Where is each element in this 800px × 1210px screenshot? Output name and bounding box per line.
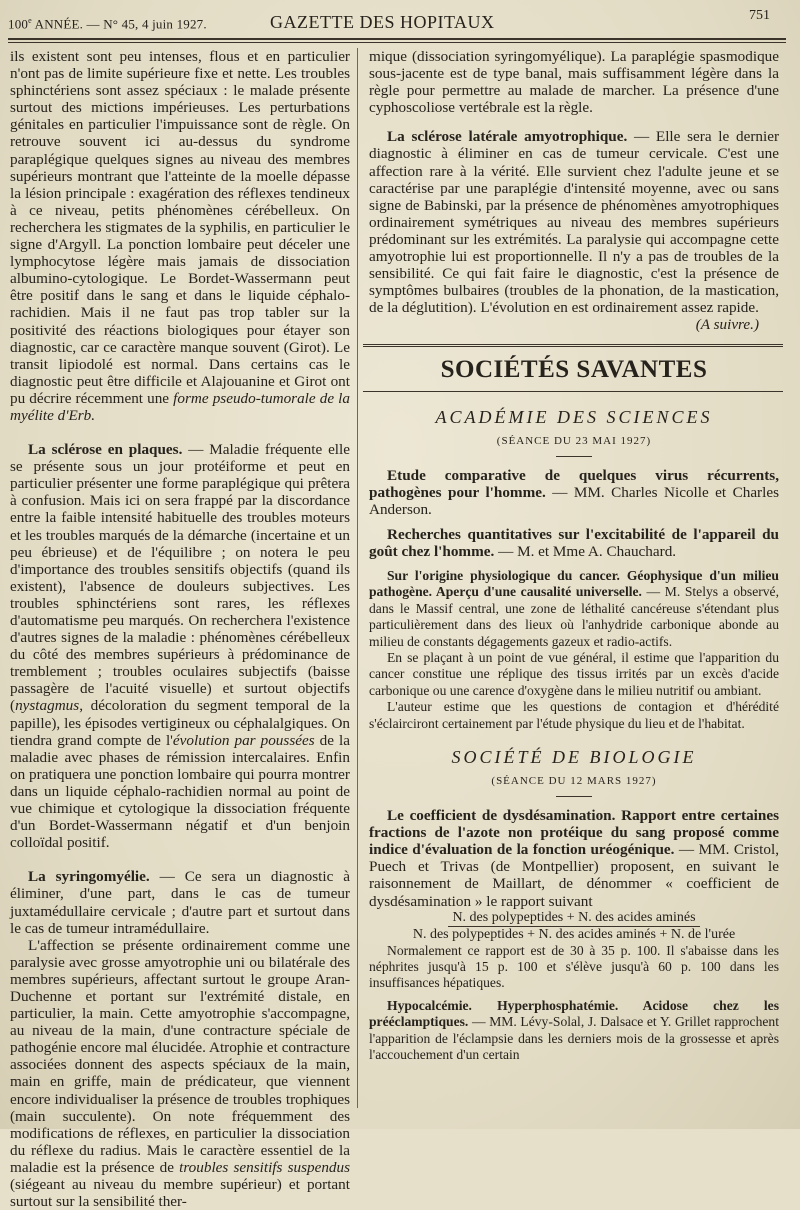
issue-info <box>8 16 207 32</box>
formula-numerator: N. des polypeptides + N. des acides aminés <box>448 910 699 927</box>
paragraph-text: L'affection se présente ordinairement comme une paralysie avec grosse amyotrophie uni ou bilatérale des membres supérieurs, affectant surtout le groupe Aran-Duchenne et portant sur l'extrémité distale, en particulier, la main. Cette amyotrophie s'accompagne, au niveau de la main, d'une contracture spéciale de pathogénie encore mal élucidée. Atrophie et contracture associées donnent des aspects spéciaux de la main, main en griffe, main de prédicateur, que viennent encore individualiser la présence de troubles trophiques (main succulente). On note fréquemment des modifications de réflexes, en particulier la dissociation du réflexe du radius. Mais le caractère essentiel de la maladie est la présence de <box>10 936 350 1176</box>
issue-sup: e <box>28 16 32 25</box>
communication <box>369 568 779 650</box>
paragraph-text: — Ce sera un diagnostic à éliminer, d'une part, dans le cas de tumeur juxtamédullaire cervicale ; d'autre part et surtout dans le cas de tumeur intramédullaire. <box>10 868 350 937</box>
communication <box>369 467 779 518</box>
communication-authors: — MM. Charles Nicolle et Charles Anderson. <box>369 483 779 518</box>
communication <box>369 526 779 560</box>
formula-denominator: N. des polypeptides + N. des acides aminés + N. de l'urée <box>412 926 736 942</box>
communication-title: Sur l'origine physiologique du cancer. Géophysique d'un milieu pathogène. Aperçu d'une causalité universelle. <box>369 567 779 600</box>
communication <box>369 998 779 1064</box>
paragraph-text: — Elle sera le dernier diagnostic à éliminer en cas de tumeur cervicale. C'est une affection rare à la vérité. Elle survient chez l'adulte jeune et se caractérise par une paraplégie d'intensité moyenne, avec ou sans signe de Babinski, par la présence de phénomènes amyotrophiques ordinairement symétriques au niveau des membres supérieurs prédominant sur les extrémités. La paralysie qui accompagne cette amyotrophie lui est proportionnelle. Il n'y a pas de troubles de la sensibilité. Ce qui fait faire le diagnostic, c'est la présence de symptômes bulbaires (troubles de la phonation, de la mastication, de la déglutition). L'évolution en est ordinairement assez rapide. <box>369 128 779 317</box>
paragraph: En se plaçant à un point de vue général, il estime que l'apparition du cancer constitue une réplique des tissus irrités par un excès d'acide carbonique ou une carence d'oxygène dans le milieu nutritif ou ambiant. <box>369 650 779 698</box>
communication-title: Recherches quantitatives sur l'excitabilité de l'appareil du goût chez l'homme. <box>369 525 779 560</box>
paragraph-heading: La syringomyélie. <box>28 868 150 886</box>
paragraph-text: de la maladie avec phases de rémission intercalaires. Enfin on pratiquera une ponction lombaire qui pourra montrer dans un liquide céphalo-rachidien normal au point de vue chimique et cytologique la dissociation fréquente d'un Bordet-Wassermann négatif et d'un benjoin colloïdal positif. <box>10 731 351 852</box>
paragraph <box>10 937 350 1210</box>
italic-text: forme pseudo-tumorale de la myélite d'Erb. <box>10 389 350 424</box>
paragraph: Normalement ce rapport est de 30 à 35 p. 100. Il s'abaisse dans les néphrites jusqu'à 15 p. 100 et s'élève jusqu'à 60 p. 100 dans les insuffisances hépatiques. <box>369 942 779 991</box>
communication-text: — MM. Lévy-Solal, J. Dalsace et Y. Grillet rapprochent l'apparition de l'éclampsie dans les derniers mois de la grossesse et après l'accouchement d'un certain <box>369 1014 779 1063</box>
paragraph-sclerose-plaques <box>10 441 350 851</box>
issue-date: ANNÉE. — N° 45, 4 juin 1927. <box>31 16 207 32</box>
paragraph <box>10 48 350 424</box>
journal-title: GAZETTE DES HOPITAUX <box>270 12 495 32</box>
paragraph-sla <box>369 128 779 316</box>
paragraph-text: (siégeant au niveau du membre supérieur) et portant surtout sur la sensibilité ther- <box>10 1176 350 1210</box>
section-title: SOCIÉTÉS SAVANTES <box>440 355 708 383</box>
paragraph: L'auteur estime que les questions de contagion et d'hérédité s'éclairciront certainement par l'étude physique du lieu et de l'habitat. <box>369 699 779 731</box>
communication-text: — M. Stelys a observé, dans le Massif central, une zone de léthalité cancéreuse s'étendant plus particulièrement dans des lieux où l'anhydride carbonique abonde au milieu de constants dégagements gazeux et radio-actifs. <box>369 584 779 649</box>
to-be-continued: (A suivre.) <box>695 316 759 334</box>
communication-title: Hypocalcémie. Hyperphosphatémie. Acidose chez les prééclamptiques. <box>369 997 779 1030</box>
session-date: (SÉANCE DU 12 MARS 1927) <box>491 775 657 788</box>
section-rule <box>363 344 783 347</box>
paragraph-text: , décoloration du segment temporal de la papille), les épisodes vertigineux ou céphalalgiques. On tiendra grand compte de l' <box>10 697 350 749</box>
page-number: 751 <box>749 8 770 23</box>
communication <box>369 807 779 910</box>
communication-text: — MM. Cristol, Puech et Trivas (de Montpellier) proposent, en suivant le raisonnement de Maillart, de dénommer « coefficient de dysdésamination » le rapport suivant <box>369 841 779 910</box>
formula <box>369 910 779 943</box>
paragraph-syringomyelie <box>10 868 350 936</box>
left-column <box>10 48 350 1210</box>
page-header <box>0 6 800 36</box>
header-rule-thin <box>8 42 786 43</box>
communication-authors: — M. et Mme A. Chauchard. <box>494 542 677 560</box>
issue-number: 100 <box>8 16 29 32</box>
communication-title: Etude comparative de quelques virus récurrents, pathogènes pour l'homme. <box>369 466 779 501</box>
society-title-academie: ACADÉMIE DES SCIENCES <box>435 406 713 427</box>
paragraph-text: — Maladie fréquente elle se présente sous un jour protéiforme et peut en particulier présenter une forme paraplégique qui prêtera à confusion. Mais ici on sera frappé par la discordance entre la faible intensité habituelle des troubles moteurs et les troubles marqués de la démarche (incertaine et un peu ébrieuse) et de l'équilibre ; on notera le peu d'importance des troubles sensitifs objectifs (quand ils existent), l'absence de douleurs subjectives. Les troubles sphinctériens sont rares, les réflexes d'automatisme peu marqués. On recherchera l'existence d'autres signes de la maladie : phénomènes cérébelleux du côté des membres supérieurs à prédominance de tremblement ; troubles oculaires subjectifs (baisse passagère de l'acuité visuelle) et surtout objectifs ( <box>10 441 350 715</box>
column-divider <box>357 48 358 1108</box>
italic-text: nystagmus <box>15 697 80 715</box>
session-date: (SÉANCE DU 23 MAI 1927) <box>496 434 652 447</box>
right-column <box>369 48 779 1063</box>
paragraph-text: ils existent sont peu intenses, flous et en particulier n'ont pas de limite supérieure fixe et nette. Les troubles sphinctériens sont assez spéciaux : le malade présente surtout des mictions impérieuses. Les perturbations génitales en particulier l'impuissance sont de règle. On retrouve souvent ici au-dessus du syndrome paraplégique quelques signes au niveau des membres supérieurs montrant que l'atteinte de la moelle dépasse la lésion principale : exagération des réflexes tendineux à ce niveau, petits phénomènes cérébelleux. On recherchera les stigmates de la syphilis, en particulier le signe d'Argyll. La ponction lombaire peut déceler une lymphocytose légère mais jamais de dissociation albumino-cytologique. Le Bordet-Wassermann peut être positif dans le sang et dans le liquide céphalo-rachidien. Mais il ne faut pas trop tabler sur la positivité des réactions biologiques pour étayer son diagnostic, car ce caractère manque souvent (Girot). Le transit lipiodolé est normal. Dans certains cas le diagnostic peut être difficile et Alajouanine et Girot ont pu décrire récemment une <box>10 48 350 407</box>
section-rule-thin <box>363 391 783 392</box>
society-title-biologie: SOCIÉTÉ DE BIOLOGIE <box>451 747 697 768</box>
paragraph-heading: La sclérose latérale amyotrophique. <box>387 128 628 146</box>
short-rule <box>556 796 592 797</box>
paragraph-heading: La sclérose en plaques. <box>28 441 183 459</box>
italic-text: troubles sensitifs suspendus <box>179 1158 351 1176</box>
communication-title: Le coefficient de dysdésamination. Rapport entre certaines fractions de l'azote non protéique du sang proposé comme indice d'évaluation de la fonction uréogénique. <box>369 807 779 859</box>
paragraph: mique (dissociation syringomyélique). La paraplégie spasmodique sous-jacente est de type banal, mais suffisamment légère dans la règle pour permettre au malade de marcher. La présence d'une cyphoscoliose vertébrale est la règle. <box>369 48 779 117</box>
header-rule <box>8 38 786 40</box>
short-rule <box>556 456 592 457</box>
italic-text: évolution par poussées <box>172 731 315 749</box>
